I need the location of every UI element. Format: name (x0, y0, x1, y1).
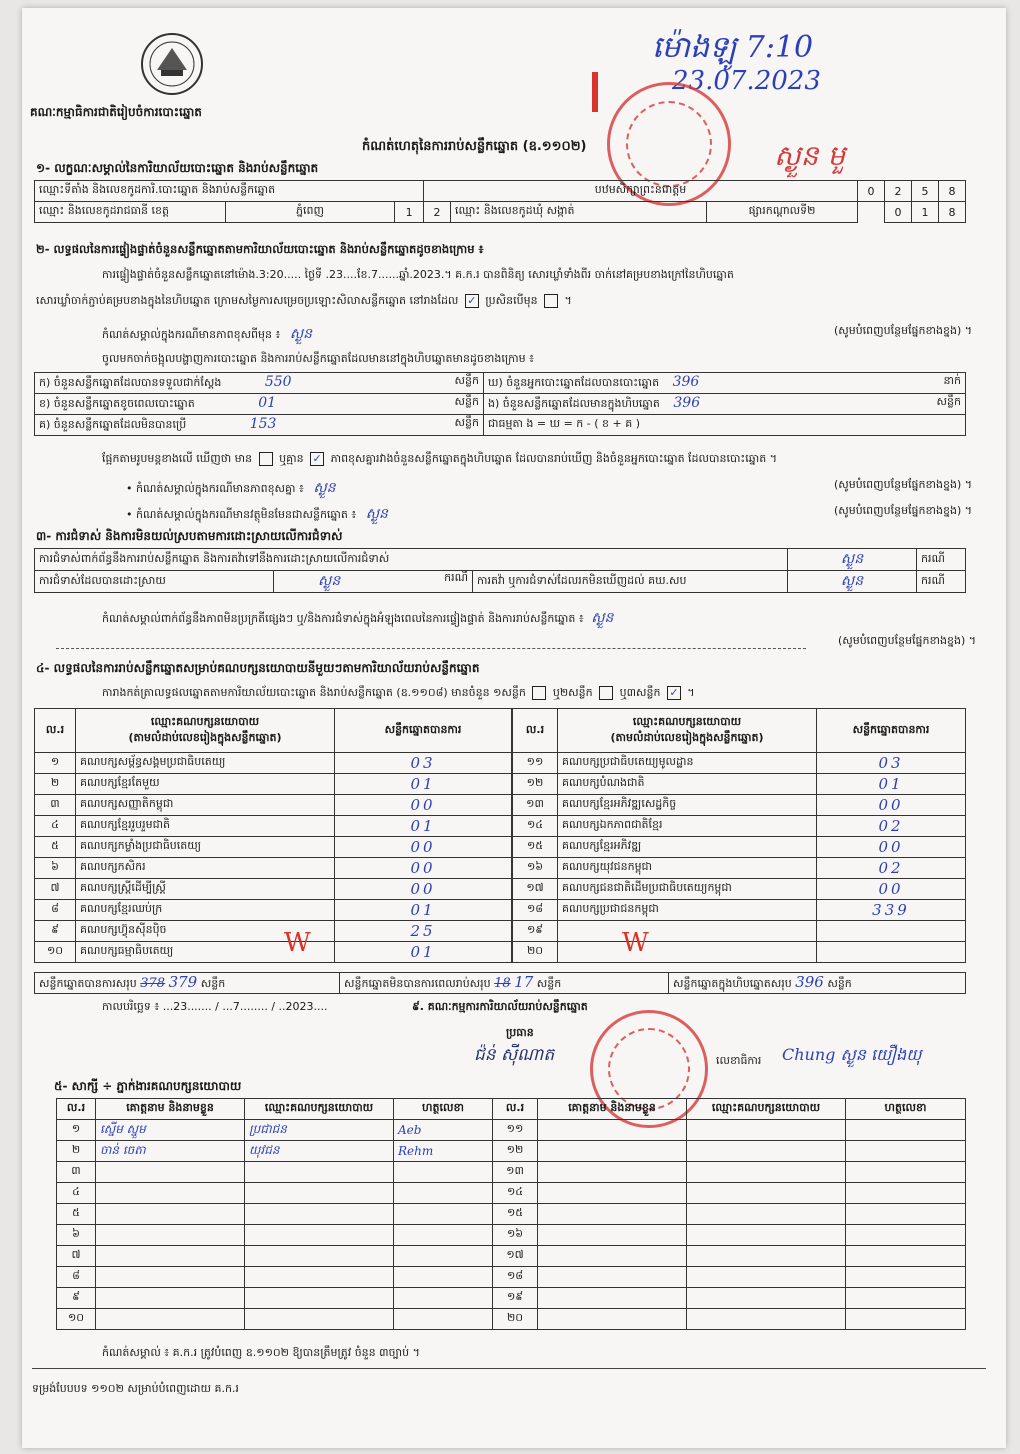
handwritten-time: ម៉ោងឡូ 7:10 (652, 30, 814, 65)
witness-no: ១២ (493, 1141, 538, 1162)
objection-row2-label: ការជំទាស់ដែលបានដោះស្រាយ (35, 571, 274, 593)
checkbox-three-sheets[interactable]: ✓ (667, 686, 681, 700)
witness-sign (394, 1183, 493, 1204)
party-no: ២ (35, 774, 76, 795)
col-party: ឈ្មោះគណបក្សនយោបាយ (តាមលំដាប់លេខរៀងក្នុងសន្លឹកឆ្នោត) (558, 709, 817, 753)
party-no: ៣ (35, 795, 76, 816)
party-name: គណបក្សធម្មាធិបតេយ្យ (76, 942, 335, 963)
objection-row2-value2: ស្ងួន (788, 571, 917, 593)
witness-name (538, 1162, 687, 1183)
witness-sign (394, 1309, 493, 1330)
witness-party (687, 1267, 846, 1288)
party-votes: 00 (335, 858, 512, 879)
party-name: គណបក្សស្ត្រីដើម្បីស្ត្រី (76, 879, 335, 900)
witness-sign (846, 1288, 966, 1309)
party-row (513, 753, 966, 774)
dotted-line (56, 648, 806, 649)
witness-no: ១៧ (493, 1246, 538, 1267)
witness-no: ១៣ (493, 1162, 538, 1183)
party-no: ៧ (35, 879, 76, 900)
verification-line2-text: សោរឃ្លាំចាក់ភ្ជាប់គម្របខាងក្នុងនៃហិបឆ្នោត ក្រោមសម្ងៃការសម្រេចប្រឡោះសិលាសន្លឹកឆ្នោត នៅរាងដែល (36, 294, 459, 307)
party-votes: 01 (335, 816, 512, 837)
party-row (35, 795, 512, 816)
witness-name (538, 1288, 687, 1309)
witness-sign (846, 1309, 966, 1330)
witness-sign (846, 1267, 966, 1288)
total-invalid: សន្លឹកឆ្នោតមិនបានការពេលរាប់សរុប 18 17 សន្លឹក (340, 973, 669, 994)
witness-party (687, 1225, 846, 1246)
checkbox-has[interactable] (259, 452, 273, 466)
witness-party (245, 1162, 394, 1183)
party-row (35, 816, 512, 837)
witness-party (687, 1141, 846, 1162)
objections-table (34, 548, 966, 593)
results-table-right (512, 708, 966, 963)
objection-row1-label: ការជំទាស់ពាក់ព័ន្ធនឹងការរាប់សន្លឹកឆ្នោត និងការតវ៉ាទៅនឹងការដោះស្រាយលើការជំទាស់ (35, 549, 788, 571)
verification-line1: ការផ្ទៀងផ្ទាត់ចំនួនសន្លឹកឆ្នោតនៅម៉ោង.3:20..... ថ្ងៃទី .23....ខែ.7......ឆ្នាំ.2023.។ គ.ក.រ បានពិនិត្យ សោរឃ្លាំទាំងពីរ ចាក់នៅគម្របខាងក្រៅនៃហិបឆ្នោត (102, 268, 734, 281)
party-row (513, 900, 966, 921)
totals-table (34, 972, 966, 994)
witness-name: ចាន់ ចេតា (96, 1141, 245, 1162)
formula-check-rest: ភាពខុសគ្នារវាងចំនួនសន្លឹកឆ្នោតក្នុងហិបឆ្នោត ដែលបានរាប់ឃើញ និងចំនួនអ្នកបោះឆ្នោត ដែលបានបោះឆ្នោត ។ (330, 452, 777, 465)
party-no: ១៦ (513, 858, 558, 879)
party-row (35, 774, 512, 795)
party-name: គណបក្សហ៊្វុនស៊ីនប៉ិច (76, 921, 335, 942)
party-name (558, 942, 817, 963)
party-row (35, 900, 512, 921)
party-votes (817, 921, 966, 942)
col-name: គោត្តនាម និងនាមខ្លួន (96, 1099, 245, 1120)
witness-party (245, 1204, 394, 1225)
witness-party (245, 1309, 394, 1330)
objection-row2-value: ស្ងួន ករណី (274, 571, 473, 593)
col-votes: សន្លឹកឆ្នោតបានការ (817, 709, 966, 753)
checkbox-different[interactable] (544, 294, 558, 308)
witness-name (538, 1225, 687, 1246)
secretary-signature: Chung ស្ងួន យឿងយុ (782, 1045, 922, 1064)
province-code: 2 (424, 202, 451, 223)
witness-party (245, 1225, 394, 1246)
difference-note-label: កំណត់សម្គាល់ក្នុងករណីមានភាពខុសពីមុន ៖ (102, 328, 281, 341)
results-intro: ការាងកត់ត្រាលទ្ធផលឆ្នោតតាមការិយាល័យបោះឆ្នោត និងរាប់សន្លឹកឆ្នោត (ឧ.១១០៨) មានចំនួន ១សន្លឹក ឬ២សន្លឹក ឬ៣សន្លឹក ✓ ។ (102, 686, 695, 699)
party-row (513, 816, 966, 837)
section3-title: ៣- ការជំទាស់ និងការមិនយល់ស្របតាមការដោះស្រាយលើការជំទាស់ (36, 529, 343, 543)
committee-line: ៩. គណៈកម្មការការិយាល័យរាប់សន្លឹកឆ្នោត (412, 1000, 588, 1013)
item-c: គ) ចំនួនសន្លឹកឆ្នោតដែលមិនបានប្រើ 153 សន្លឹក (35, 415, 484, 436)
party-name: គណបក្សប្រជាធិបតេយ្យមូលដ្ឋាន (558, 753, 817, 774)
party-votes: 01 (335, 942, 512, 963)
witness-sign (846, 1204, 966, 1225)
party-votes: 00 (335, 879, 512, 900)
party-no: ១១ (513, 753, 558, 774)
witness-sign (846, 1162, 966, 1183)
date-line: កាលបរិច្ឆេទ ៖ ...23....... / ...7........ / ..2023.... (102, 1000, 328, 1013)
witness-party: យុវជន (245, 1141, 394, 1162)
witness-name (96, 1288, 245, 1309)
witness-no: ៥ (57, 1204, 96, 1225)
discrepancy-note-label: • កំណត់សម្គាល់ក្នុងករណីមានភាពខុសគ្នា ៖ (126, 482, 304, 495)
nec-logo (137, 30, 207, 98)
party-votes: 01 (335, 774, 512, 795)
party-no: ១០ (35, 942, 76, 963)
col-name: គោត្តនាម និងនាមខ្លួន (538, 1099, 687, 1120)
witness-sign (394, 1288, 493, 1309)
checkbox-two-sheets[interactable] (599, 686, 613, 700)
party-row (513, 837, 966, 858)
foreign-object-suffix: (សូមបំពេញបន្ថែមផ្នែកខាងខ្នង) ។ (833, 504, 972, 517)
witness-row (57, 1267, 966, 1288)
witness-name (96, 1246, 245, 1267)
code-digit: 8 (939, 181, 966, 202)
witness-row (57, 1288, 966, 1309)
province-value: ភ្នំពេញ (225, 202, 394, 223)
commune-code: 1 (912, 202, 939, 223)
party-votes: 02 (817, 858, 966, 879)
party-no: ៨ (35, 900, 76, 921)
witness-name (538, 1183, 687, 1204)
witness-no: ១១ (493, 1120, 538, 1141)
party-name: គណបក្សសម្ព័ន្ធសង្គមប្រជាធិបតេយ្យ (76, 753, 335, 774)
party-name: គណបក្សប្រជាជនកម្ពុជា (558, 900, 817, 921)
section2-title: ២- លទ្ធផលនៃការផ្ទៀងផ្ទាត់ចំនួនសន្លឹកឆ្នោតតាមការិយាល័យបោះឆ្នោត និងរាប់សន្លឹកឆ្នោតដូចខាងក្រោម ៖ (36, 242, 484, 256)
col-sign: ហត្ថលេខា (394, 1099, 493, 1120)
party-no: ១៤ (513, 816, 558, 837)
witness-name (538, 1267, 687, 1288)
party-no: ១៧ (513, 879, 558, 900)
party-no: ២០ (513, 942, 558, 963)
witness-sign (846, 1120, 966, 1141)
formula-none-label: ឬគ្មាន (279, 452, 304, 465)
form-note: ទម្រង់បែបបទ ១១០២ សម្រាប់បំពេញដោយ គ.ក.រ (32, 1382, 239, 1395)
objection-row1-value: ស្ងួន (788, 549, 917, 571)
results-opt2: ឬ២សន្លឹក (552, 686, 593, 699)
initial-mark: W (284, 928, 311, 958)
party-name: គណបក្សសញ្ញាតិកម្ពុជា (76, 795, 335, 816)
handwritten-date: 23.07.2023 (672, 66, 821, 96)
witness-name (96, 1267, 245, 1288)
section1-title: ១- លក្ខណៈសម្គាល់នៃការិយាល័យបោះឆ្នោត និងរាប់សន្លឹកឆ្នោត (36, 161, 319, 175)
party-votes (817, 942, 966, 963)
party-votes: 339 (817, 900, 966, 921)
difference-note-suffix: (សូមបំពេញបន្ថែមផ្នែកខាងខ្នង) ។ (833, 324, 972, 337)
item-d: ឃ) ចំនួនអ្នកបោះឆ្នោតដែលបានបោះឆ្នោត 396 នាក់ (484, 373, 966, 394)
witness-name (538, 1120, 687, 1141)
party-row (513, 942, 966, 963)
discrepancy-note (126, 478, 972, 499)
witness-sign (394, 1267, 493, 1288)
irregularity-suffix: (សូមបំពេញបន្ថែមផ្នែកខាងខ្នង) ។ (837, 634, 976, 647)
witness-party: ប្រជាជន (245, 1120, 394, 1141)
witness-row (57, 1141, 966, 1162)
witness-sign: Aeb (394, 1120, 493, 1141)
checkbox-one-sheet[interactable] (532, 686, 546, 700)
witness-no: ២ (57, 1141, 96, 1162)
party-no: ១ (35, 753, 76, 774)
party-votes: 25 (335, 921, 512, 942)
col-no: ល.រ (493, 1099, 538, 1120)
ballot-counts-table (34, 372, 966, 436)
witness-no: ៣ (57, 1162, 96, 1183)
party-row (35, 942, 512, 963)
party-row (513, 921, 966, 942)
province-code: 1 (395, 202, 424, 223)
party-votes: 00 (817, 837, 966, 858)
party-name: គណបក្សយុវជនកម្ពុជា (558, 858, 817, 879)
witness-name (96, 1309, 245, 1330)
verification-line2: សោរឃ្លាំចាក់ភ្ជាប់គម្របខាងក្នុងនៃហិបឆ្នោត ក្រោមសម្ងៃការសម្រេចប្រឡោះសិលាសន្លឹកឆ្នោត នៅរាងដែល ✓ ប្រសិនបើមុន ។ (36, 294, 572, 307)
witness-party (687, 1183, 846, 1204)
witness-party (687, 1288, 846, 1309)
secretary-label: លេខាធិការ (716, 1054, 762, 1067)
difference-note (102, 324, 972, 345)
witness-sign (846, 1246, 966, 1267)
section4-title: ៤- លទ្ធផលនៃការរាប់សន្លឹកឆ្នោតសម្រាប់គណបក្សនយោបាយនីមួយៗតាមការិយាល័យរាប់សន្លឹកឆ្នោត (36, 661, 480, 675)
witness-no: ៩ (57, 1288, 96, 1309)
witness-party (245, 1288, 394, 1309)
party-votes: 01 (335, 900, 512, 921)
witness-sign (394, 1225, 493, 1246)
checkbox-same[interactable]: ✓ (465, 294, 479, 308)
party-no: ១២ (513, 774, 558, 795)
party-row (35, 753, 512, 774)
witness-name (538, 1141, 687, 1162)
party-votes: 03 (817, 753, 966, 774)
checkbox-none[interactable]: ✓ (310, 452, 324, 466)
foreign-object-note (126, 504, 972, 525)
witness-sign (846, 1225, 966, 1246)
party-votes: 00 (817, 795, 966, 816)
party-no: ៥ (35, 837, 76, 858)
witness-party (245, 1183, 394, 1204)
party-no: ៤ (35, 816, 76, 837)
discrepancy-note-suffix: (សូមបំពេញបន្ថែមផ្នែកខាងខ្នង) ។ (833, 478, 972, 491)
item-b: ខ) ចំនួនសន្លឹកឆ្នោតខូចពេលបោះឆ្នោត 01 សន្លឹក (35, 394, 484, 415)
witness-sign (394, 1204, 493, 1225)
party-votes: 00 (335, 837, 512, 858)
irregularity-note (102, 608, 613, 629)
party-name: គណបក្សកសិករ (76, 858, 335, 879)
witness-row (57, 1246, 966, 1267)
witness-name (538, 1309, 687, 1330)
witness-no: ៨ (57, 1267, 96, 1288)
witness-sign (846, 1183, 966, 1204)
party-name: គណបក្សខ្មែររួបរួមជាតិ (76, 816, 335, 837)
party-votes: 02 (817, 816, 966, 837)
chair-label: ប្រធាន (506, 1026, 534, 1039)
witness-name (96, 1183, 245, 1204)
witness-party (687, 1309, 846, 1330)
witness-row (57, 1120, 966, 1141)
objection-row2-unit2: ករណី (917, 571, 966, 593)
objection-row2-label2: ការតវ៉ា ឬការជំទាស់ដែលរកមិនឃើញដល់ គឃ.សប (473, 571, 788, 593)
witness-row (57, 1162, 966, 1183)
witness-party (245, 1267, 394, 1288)
party-votes: 03 (335, 753, 512, 774)
commune-value: ផ្សារកណ្តាលទី២ (707, 202, 858, 223)
party-no: ៩ (35, 921, 76, 942)
witness-sign (394, 1162, 493, 1183)
red-flag-mark (592, 72, 598, 112)
witness-no: ៤ (57, 1183, 96, 1204)
results-opt3: ឬ៣សន្លឹក (619, 686, 661, 699)
witness-no: ៦ (57, 1225, 96, 1246)
party-name: គណបក្សឯកភាពជាតិខ្មែរ (558, 816, 817, 837)
witness-sign (394, 1246, 493, 1267)
formula-check-line (102, 452, 777, 468)
party-row (513, 774, 966, 795)
irregularity-note-value: ស្ងួន (591, 610, 614, 626)
col-no: ល.រ (513, 709, 558, 753)
party-no: ៦ (35, 858, 76, 879)
red-note: ស្ងួន មួ (774, 139, 846, 172)
committee-name: គណៈកម្មាធិការជាតិរៀបចំការបោះឆ្នោត (30, 105, 202, 119)
formula-check-label: ផ្អែកតាមរូបមន្តខាងលើ ឃើញថា មាន (102, 452, 253, 465)
witness-no: ១៦ (493, 1225, 538, 1246)
results-intro-text: ការាងកត់ត្រាលទ្ធផលឆ្នោតតាមការិយាល័យបោះឆ្នោត និងរាប់សន្លឹកឆ្នោត (ឧ.១១០៨) មានចំនួន ១សន្លឹក (102, 686, 526, 699)
discrepancy-note-value: ស្ងួន (313, 480, 336, 496)
col-sign: ហត្ថលេខា (846, 1099, 966, 1120)
commune-code: 8 (939, 202, 966, 223)
party-no: ១៣ (513, 795, 558, 816)
difference-note-value: ស្ងួន (289, 326, 313, 342)
spacer (858, 202, 885, 223)
results-table-left (34, 708, 512, 963)
witness-party (687, 1120, 846, 1141)
witness-no: ២០ (493, 1309, 538, 1330)
party-name: គណបក្សកម្លាំងប្រជាធិបតេយ្យ (76, 837, 335, 858)
foreign-object-value: ស្ងួន (365, 506, 388, 522)
witness-no: ១៨ (493, 1267, 538, 1288)
party-votes: 00 (335, 795, 512, 816)
party-no: ១៨ (513, 900, 558, 921)
witness-no: ១៩ (493, 1288, 538, 1309)
verification-yes-label: ប្រសិនបើមុន (485, 294, 538, 307)
witness-name (96, 1162, 245, 1183)
party-row (513, 795, 966, 816)
witness-party (245, 1246, 394, 1267)
code-digit: 0 (858, 181, 885, 202)
form-title: កំណត់ហេតុនៃការរាប់សន្លឹកឆ្នោត (ឧ.១១០២) (362, 139, 587, 154)
witness-sign (846, 1141, 966, 1162)
col-no: ល.រ (35, 709, 76, 753)
party-row (35, 858, 512, 879)
section1-table (34, 180, 966, 223)
initial-mark: W (622, 928, 649, 958)
party-row (513, 858, 966, 879)
col-party: ឈ្មោះគណបក្សនយោបាយ (245, 1099, 394, 1120)
party-name: គណបក្សជនជាតិដើមប្រជាធិបតេយ្យកម្ពុជា (558, 879, 817, 900)
ballot-intro: ចូលមកចាក់ចង្អុលបង្ហាញការបោះឆ្នោត និងការរាប់សន្លឹកឆ្នោតដែលមាននៅក្នុងហិបឆ្នោតមានដូចខាងក្រោម ៖ (102, 352, 534, 365)
witness-no: ១៥ (493, 1204, 538, 1225)
witness-row (57, 1225, 966, 1246)
party-row (35, 879, 512, 900)
item-e: ង) ចំនួនសន្លឹកឆ្នោតដែលមានក្នុងហិបឆ្នោត 396 សន្លឹក (484, 394, 966, 415)
party-no: ១៩ (513, 921, 558, 942)
col-votes: សន្លឹកឆ្នោតបានការ (335, 709, 512, 753)
commune-label: ឈ្មោះ និងលេខកូដឃុំ សង្កាត់ (451, 202, 707, 223)
irregularity-note-label: កំណត់សម្គាល់ពាក់ព័ន្ធនឹងភាពមិនប្រក្រតីផ្សេងៗ ឬ/និងការជំទាស់ក្នុងអំឡុងពេលនៃការផ្ទៀងផ្ទាត់ និងការរាប់សន្លឹកឆ្នោត ៖ (102, 612, 584, 625)
total-in-box: សន្លឹកឆ្នោតក្នុងហិបឆ្នោតសរុប 396 សន្លឹក (669, 973, 966, 994)
witness-table (56, 1098, 966, 1330)
commune-code: 0 (885, 202, 912, 223)
party-name: គណបក្សខ្មែរអភិវឌ្ឍសេដ្ឋកិច្ច (558, 795, 817, 816)
form-sheet (22, 8, 1006, 1448)
party-name: គណបក្សខ្មែរអភិវឌ្ឍ (558, 837, 817, 858)
code-digit: 2 (885, 181, 912, 202)
witness-party (687, 1246, 846, 1267)
section5-title: ៥- សាក្សី ÷ ភ្នាក់ងារគណបក្សនយោបាយ (54, 1079, 242, 1093)
witness-row (57, 1204, 966, 1225)
witness-row (57, 1183, 966, 1204)
witness-party (687, 1162, 846, 1183)
col-party: ឈ្មោះគណបក្សនយោបាយ (687, 1099, 846, 1120)
witness-no: ១០ (57, 1309, 96, 1330)
witness-sign: Rehm (394, 1141, 493, 1162)
party-name: គណបក្សបំណងជាតិ (558, 774, 817, 795)
location-value: បឋមសិក្សាព្រះនរោត្តម (424, 181, 858, 202)
province-label: ឈ្មោះ និងលេខកូដរាជធានី ខេត្ត (35, 202, 226, 223)
party-row (513, 879, 966, 900)
witness-name (538, 1246, 687, 1267)
party-name: គណបក្សខ្មែរឈប់ក្រ (76, 900, 335, 921)
witness-name (96, 1204, 245, 1225)
witness-name: ស្នើម ស្នួម (96, 1120, 245, 1141)
party-name (558, 921, 817, 942)
witness-no: ១ (57, 1120, 96, 1141)
chair-signature: ជ៉ន់ ស៊ីណាត (474, 1045, 555, 1065)
location-label: ឈ្មោះទីតាំង និងលេខកូដការិ.បោះឆ្នោត និងរាប់សន្លឹកឆ្នោត (35, 181, 424, 202)
party-votes: 01 (817, 774, 966, 795)
item-a: ក) ចំនួនសន្លឹកឆ្នោតដែលបានទទួលជាក់ស្តែង 550 សន្លឹក (35, 373, 484, 394)
code-digit: 5 (912, 181, 939, 202)
party-name: គណបក្សខ្មែរតែមួយ (76, 774, 335, 795)
witness-no: ១៤ (493, 1183, 538, 1204)
objection-row1-unit: ករណី (917, 549, 966, 571)
foreign-object-label: • កំណត់សម្គាល់ក្នុងករណីមានវត្ថុមិនមែនជាសន្លឹកឆ្នោត ៖ (126, 508, 357, 521)
footer-divider (32, 1368, 986, 1369)
party-no: ១៥ (513, 837, 558, 858)
party-row (35, 921, 512, 942)
col-party: ឈ្មោះគណបក្សនយោបាយ (តាមលំដាប់លេខរៀងក្នុងសន្លឹកឆ្នោត) (76, 709, 335, 753)
party-row (35, 837, 512, 858)
witness-row (57, 1309, 966, 1330)
witness-name (96, 1225, 245, 1246)
footnote: កំណត់សម្គាល់ ៖ គ.ក.រ ត្រូវបំពេញ ឧ.១១០២ ឱ្យបានត្រឹមត្រូវ ចំនួន ៣ច្បាប់ ។ (102, 1346, 420, 1359)
party-votes: 00 (817, 879, 966, 900)
formula: ជាធម្មតា ង = ឃ = ក - ( ខ + គ ) (484, 415, 966, 436)
col-no: ល.រ (57, 1099, 96, 1120)
witness-name (538, 1204, 687, 1225)
witness-no: ៧ (57, 1246, 96, 1267)
total-valid: សន្លឹកឆ្នោតបានការសរុប 378 379 សន្លឹក (35, 973, 340, 994)
witness-party (687, 1204, 846, 1225)
